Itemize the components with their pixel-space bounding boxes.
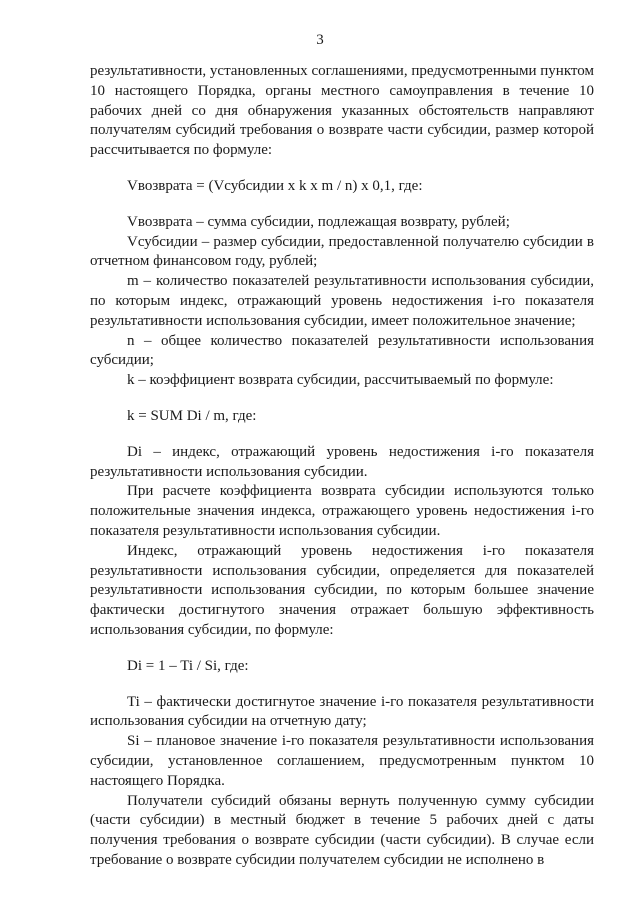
page-number: 3	[316, 32, 324, 48]
formula-refund-amount: Vвозврата = (Vсубсидии x k x m / n) x 0,1, где:	[127, 177, 423, 194]
definition-m: m – количество показателей результативности использования субсидии, по которым индекс, отражающий уровень недостижения i-го показателя результативности использования субсидии, имеет положительное значение;	[90, 273, 594, 329]
definition-v-subsidy: Vсубсидии – размер субсидии, предоставленной получателю субсидии в отчетном финансовом году, рублей;	[90, 233, 594, 270]
paragraph-index-definition: Индекс, отражающий уровень недостижения i-го показателя результативности использования субсидии, определяется для показателей результативности использования субсидии, по которым большее значение фактически достигнутого значения отражает большую эффективность использования субсидии, по формуле:	[90, 542, 594, 638]
definition-v-refund: Vвозврата – сумма субсидии, подлежащая возврату, рублей;	[127, 213, 510, 230]
document-body	[90, 62, 594, 871]
definition-k: k – коэффициент возврата субсидии, рассчитываемый по формуле:	[127, 372, 554, 389]
definition-ti: Ti – фактически достигнутое значение i-го показателя результативности использования субсидии на отчетную дату;	[90, 693, 594, 730]
definition-n: n – общее количество показателей результативности использования субсидии;	[90, 332, 594, 369]
formula-di: Di = 1 – Ti / Si, где:	[127, 657, 249, 674]
definition-di: Di – индекс, отражающий уровень недостижения i-го показателя результативности использования субсидии.	[90, 443, 594, 480]
paragraph-return-obligation: Получатели субсидий обязаны вернуть полученную сумму субсидии (части субсидии) в местный бюджет в течение 5 рабочих дней с даты получения требования о возврате субсидии (части субсидии). В случае если требование о возврате субсидии получателем субсидии не исполнено в	[90, 792, 594, 868]
paragraph-positive-values: При расчете коэффициента возврата субсидии используются только положительные значения индекса, отражающего уровень недостижения i-го показателя результативности использования субсидии.	[90, 483, 594, 539]
definition-si: Si – плановое значение i-го показателя результативности использования субсидии, установленное соглашением, предусмотренным пунктом 10 настоящего Порядка.	[90, 733, 594, 789]
paragraph-continuation: результативности, установленных соглашениями, предусмотренными пунктом 10 настоящего Порядка, органы местного самоуправления в течение 10 рабочих дней со дня обнаружения указанных обстоятельств направляют получателям субсидий требования о возврате части субсидии, размер которой рассчитывается по формуле:	[90, 63, 594, 159]
formula-k: k = SUM Di / m, где:	[127, 407, 257, 424]
